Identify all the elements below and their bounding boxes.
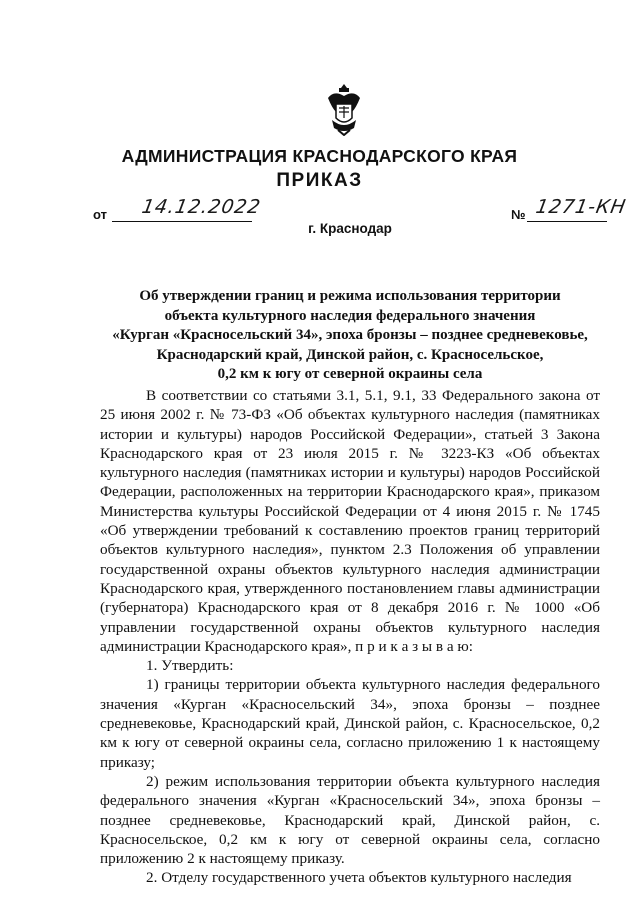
organization-name: АДМИНИСТРАЦИЯ КРАСНОДАРСКОГО КРАЯ	[121, 146, 518, 166]
title-line: 0,2 км к югу от северной окраины села	[217, 366, 483, 382]
handwritten-number: 1271-КН	[534, 196, 628, 218]
city-name: г. Краснодар	[308, 221, 392, 236]
item-1-2: 2) режим использования территории объекта культурного наследия федерального значения «Курган «Красносельский 34», эпоха бронзы – позднее средневековье, Краснодарский край, Динской район, с. Красносельское, 0,2 км к югу от северной окраины села, согласно приложению 2 к настоящему приказу.	[100, 772, 600, 868]
item-1: 1. Утвердить:	[146, 657, 234, 675]
title-line: «Курган «Красносельский 34», эпоха бронзы – позднее средневековье,	[112, 327, 588, 343]
item-1-1: 1) границы территории объекта культурного наследия федерального значения «Курган «Красносельский 34», эпоха бронзы – позднее средневековье, Краснодарский край, Динской район, с. Красносельское, 0,2 км к югу от северной окраины села, согласно приложению 1 к настоящему приказу;	[100, 676, 600, 771]
document-type: ПРИКАЗ	[276, 170, 363, 191]
title-line: объекта культурного наследия федерального значения	[164, 307, 536, 324]
coat-of-arms-emblem	[324, 80, 364, 136]
title-line: Краснодарский край, Динской район, с. Красносельское,	[156, 346, 544, 363]
handwritten-date: 14.12.2022	[140, 196, 263, 218]
preamble-paragraph: В соответствии со статьями 3.1, 5.1, 9.1, 33 Федерального закона от 25 июня 2002 г. № 73-ФЗ «Об объектах культурного наследия (памятниках истории и культуры) народов Российской Федерации», статьей 3 Закона Краснодарского края от 23 июля 2015 г. № 3223-КЗ «Об объектах культурного наследия (памятниках истории и культуры) народов Российской Федерации, расположенных на территории Краснодарского края», приказом Министерства культуры Российской Федерации от 4 июня 2015 г. № 1745 «Об утверждении требований к составлению проектов границ территорий объектов культурного наследия», пунктом 2.3 Положения об управлении государственной охраны объектов культурного наследия администрации Краснодарского края, утвержденного постановлением главы администрации (губернатора) Краснодарского края от 8 декабря 2016 г. № 1000 «Об управлении государственной охраны объектов культурного наследия администрации Краснодарского края», п р и к а з ы в а ю:	[100, 387, 600, 655]
item-2: 2. Отделу государственного учета объектов культурного наследия	[146, 869, 572, 887]
date-label: от	[93, 207, 107, 222]
title-line: Об утверждении границ и режима использования территории	[139, 288, 561, 304]
document-body	[100, 386, 600, 888]
number-label: №	[511, 207, 526, 222]
document-title	[90, 287, 610, 385]
